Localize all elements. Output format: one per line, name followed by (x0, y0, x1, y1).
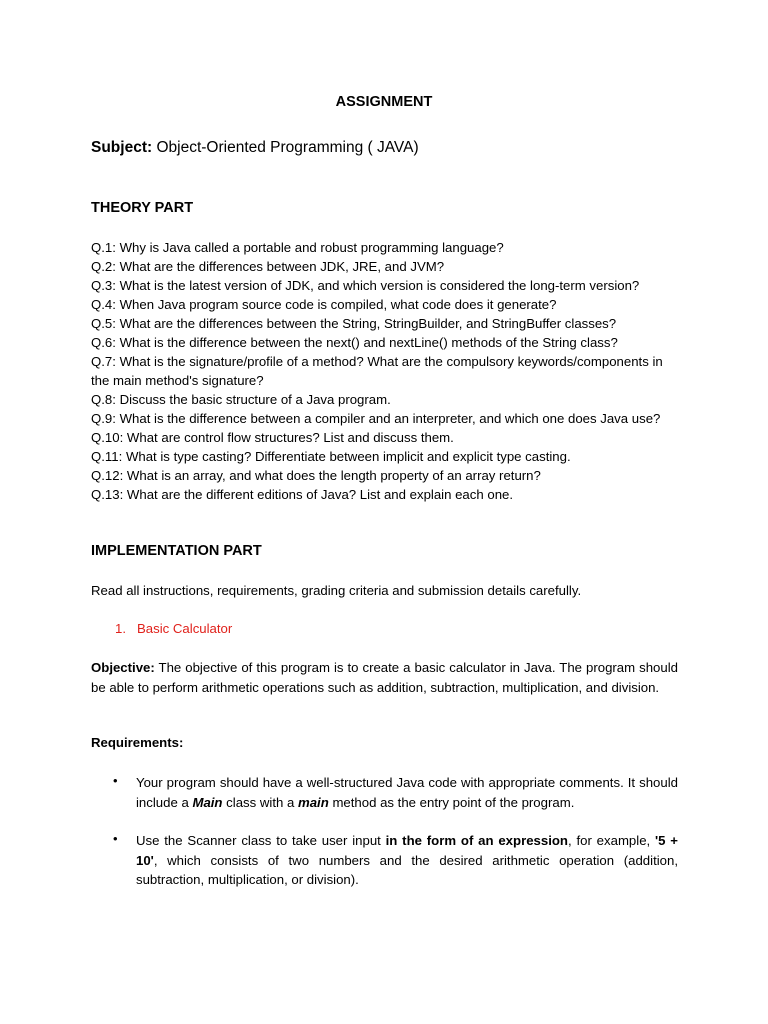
instructions-text: Read all instructions, requirements, grading criteria and submission details carefully. (91, 583, 582, 598)
implementation-heading: IMPLEMENTATION PART (91, 543, 262, 559)
question-item: Q.5: What are the differences between the String, StringBuilder, and StringBuffer classes? (91, 316, 617, 331)
requirement-emphasis: Main (192, 794, 223, 810)
requirement-emphasis: in the form of an expression (385, 833, 568, 848)
question-item: Q.4: When Java program source code is compiled, what code does it generate? (91, 297, 557, 312)
bullet-icon: • (113, 773, 118, 788)
requirement-item (136, 831, 678, 890)
question-item: Q.12: What is an array, and what does the length property of an array return? (91, 468, 541, 483)
task-name: Basic Calculator (137, 621, 233, 636)
requirement-text: , for example, (568, 833, 656, 848)
theory-heading: THEORY PART (91, 200, 194, 216)
requirement-text: Use the Scanner class to take user input (136, 833, 386, 848)
requirement-emphasis: main (298, 794, 329, 810)
requirement-emphasis: '5 + 10' (136, 833, 679, 868)
task-number: 1. (115, 621, 126, 636)
task-title (115, 621, 232, 636)
question-item: Q.13: What are the different editions of Java? List and explain each one. (91, 487, 514, 502)
requirement-text: , which consists of two numbers and the desired arithmetic operation (addition, subtraction, multiplication, or division). (136, 852, 678, 887)
objective-text: The objective of this program is to create a basic calculator in Java. The program should be able to perform arithmetic operations such as addition, subtraction, multiplication, and division. (91, 660, 678, 695)
document-title: ASSIGNMENT (335, 94, 433, 110)
subject-line (91, 139, 419, 157)
requirement-item (136, 773, 678, 812)
question-item: Q.6: What is the difference between the next() and nextLine() methods of the String class? (91, 335, 618, 350)
question-item: Q.11: What is type casting? Differentiate between implicit and explicit type casting. (91, 449, 571, 464)
requirement-text: Your program should have a well-structured Java code with appropriate comments. It should include a (136, 775, 678, 810)
requirements-label: Requirements: (91, 735, 184, 750)
question-item: Q.7: What is the signature/profile of a method? What are the compulsory keywords/components in the main method's signature? (91, 354, 663, 388)
question-item: Q.10: What are control flow structures? List and discuss them. (91, 430, 454, 445)
requirement-text: method as the entry point of the program. (328, 794, 575, 810)
question-list (91, 238, 681, 504)
question-item: Q.1: Why is Java called a portable and robust programming language? (91, 240, 504, 255)
question-item: Q.9: What is the difference between a compiler and an interpreter, and which one does Java use? (91, 411, 661, 426)
requirement-text: class with a (222, 794, 298, 810)
subject-value: Object-Oriented Programming ( JAVA) (152, 139, 419, 156)
subject-label: Subject: (91, 139, 153, 156)
objective-label: Objective: (91, 660, 155, 675)
bullet-icon: • (113, 831, 118, 846)
question-item: Q.3: What is the latest version of JDK, and which version is considered the long-term version? (91, 278, 640, 293)
question-item: Q.2: What are the differences between JDK, JRE, and JVM? (91, 259, 445, 274)
question-item: Q.8: Discuss the basic structure of a Java program. (91, 392, 391, 407)
objective-paragraph (91, 658, 678, 697)
